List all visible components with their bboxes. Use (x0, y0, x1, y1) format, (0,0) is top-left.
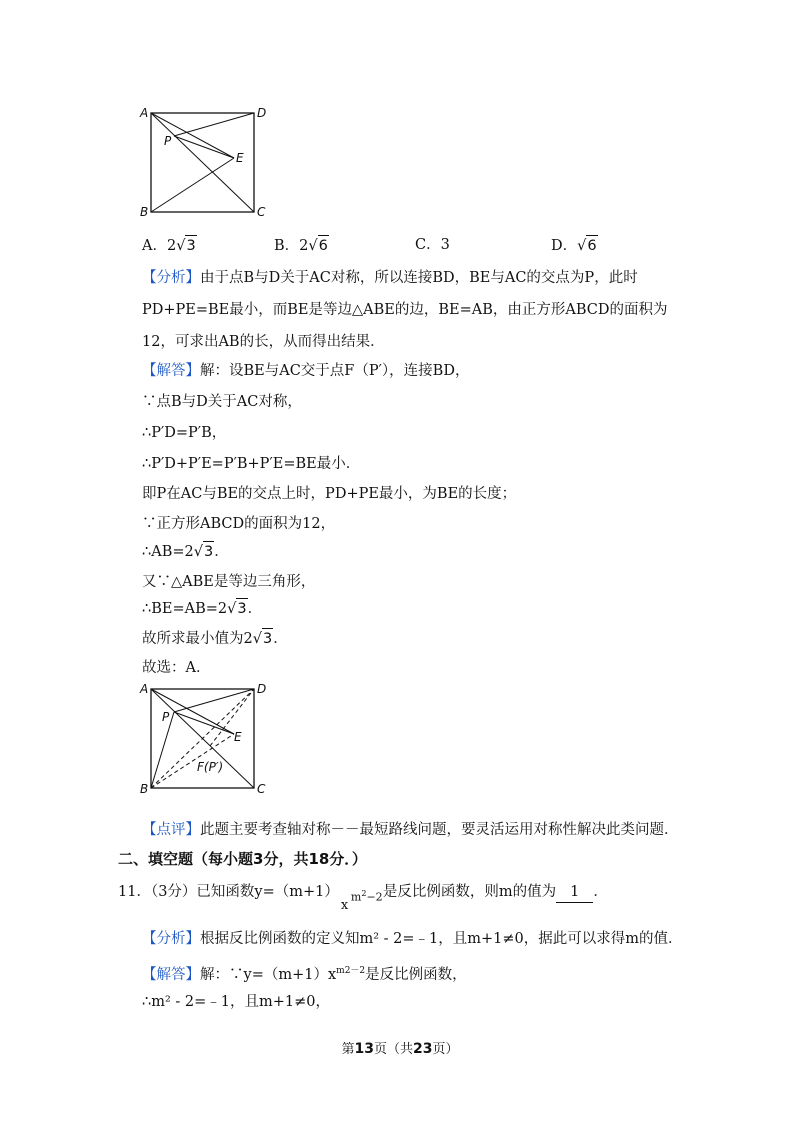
option-c: C．3 (415, 237, 450, 253)
analysis-tag: 【分析】 (142, 270, 200, 286)
figure-2-label-a: A (140, 682, 149, 696)
answer-line-5: 即P在AC与BE的交点上时，PD+PE最小，为BE的长度； (142, 486, 517, 502)
page-footer: 第13页（共23页） (341, 1041, 459, 1057)
dashed-fd (210, 689, 254, 746)
sqrt-icon: √3 (194, 541, 214, 562)
answer-line-6: ∵正方形ABCD的面积为12， (142, 516, 336, 532)
comment-line: 【点评】此题主要考查轴对称－－最短路线问题，要灵活运用对称性解决此类问题． (142, 822, 679, 838)
comment-tag: 【点评】 (142, 822, 200, 838)
figure-2-label-b: B (140, 782, 149, 796)
answer-line-7: ∴AB=2√3． (142, 541, 229, 562)
figure-1-label-e: E (236, 151, 244, 165)
answer-tag: 【解答】 (142, 363, 200, 379)
figure-2-label-f: F(P′) (197, 760, 224, 774)
section-2-title: 二、填空题（每小题3分，共18分．） (118, 850, 367, 868)
question-11: 11．（3分）已知函数y=（m+1） x $m^2-2$ 是反比例函数，则m的值为 1 ． (118, 882, 608, 903)
q11-answer-line-2: ∴m² - 2=﹣1，且m+1≠0， (142, 994, 331, 1010)
analysis-paragraph (142, 262, 687, 358)
total-pages: 23 (413, 1041, 433, 1057)
answer-line-1: 【解答】解：设BE与AC交于点F（P′），连接BD， (142, 363, 470, 379)
analysis-text: 由于点B与D关于AC对称，所以连接BD，BE与AC的交点为P，此时PD+PE=BE最小，而BE是等边△ABE的边，BE=AB，由正方形ABCD的面积为12，可求出AB的长，从而得出结果． (142, 270, 668, 350)
answer-line-3: ∴P′D=P′B， (142, 425, 227, 441)
question-number: 11． (118, 884, 151, 900)
answer-line-10: 故所求最小值为2√3． (142, 628, 288, 649)
sqrt-icon: √3 (176, 235, 196, 256)
figure-2-label-e: E (234, 730, 242, 744)
sqrt-icon: √6 (308, 235, 328, 256)
q11-analysis-line: 【分析】根据反比例函数的定义知m² - 2=﹣1，且m+1≠0，据此可以求得m的值． (142, 931, 683, 947)
page-number: 13 (354, 1041, 374, 1057)
figure-1-label-c: C (257, 205, 266, 219)
answer-blank: 1 (556, 882, 593, 903)
answer-line-8: 又∵△ABE是等边三角形， (142, 574, 316, 590)
analysis-tag: 【分析】 (142, 931, 200, 947)
sqrt-icon: √6 (577, 235, 597, 256)
figure-1-label-a: A (140, 106, 149, 120)
segment-pe (174, 712, 234, 734)
segment-pe (174, 136, 234, 158)
power-base: x (340, 898, 349, 913)
figure-2-label-c: C (257, 782, 266, 796)
figure-2-label-d: D (257, 682, 267, 696)
option-b: B．2√6 (274, 235, 329, 256)
option-a: A．2√3 (142, 235, 197, 256)
answer-line-9: ∴BE=AB=2√3． (142, 598, 262, 619)
q11-answer-line-1: 【解答】解：$\because y=(m+1)x^{m2-2}$是反比例函数， (142, 966, 467, 983)
answer-line-11: 故选：A． (142, 660, 211, 676)
answer-tag: 【解答】 (142, 966, 200, 983)
figure-1-label-p: P (164, 134, 172, 148)
figure-1-label-d: D (257, 106, 267, 120)
segment-be (151, 158, 234, 212)
sqrt-icon: √3 (227, 598, 247, 619)
segment-pd (174, 113, 254, 136)
figure-1-label-b: B (140, 205, 149, 219)
answer-line-2: ∵点B与D关于AC对称， (142, 394, 302, 410)
option-d: D．√6 (551, 235, 598, 256)
figure-2-label-p: P (162, 710, 170, 724)
answer-line-4: ∴P′D+P′E=P′B+P′E=BE最小． (142, 456, 361, 472)
sqrt-icon: √3 (253, 628, 273, 649)
